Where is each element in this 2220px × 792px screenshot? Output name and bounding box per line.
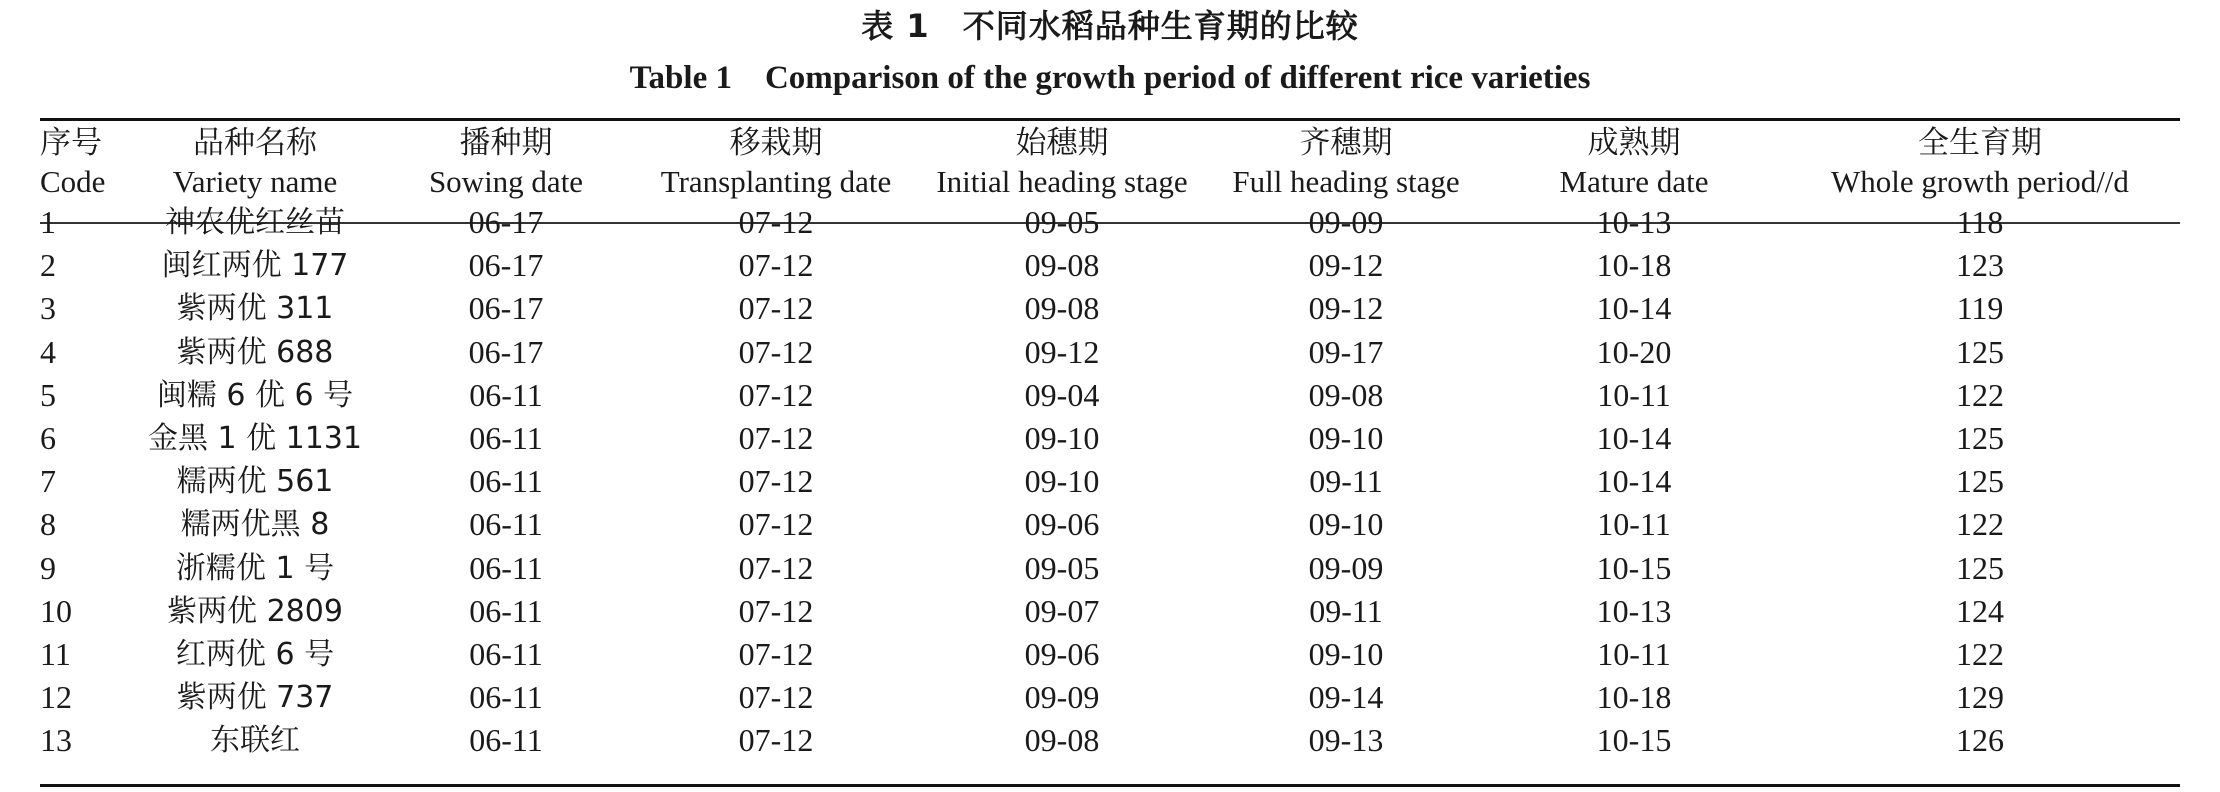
table-cell-col-4: 09-09 — [1024, 679, 1100, 716]
table-cell-col-2: 06-17 — [468, 247, 544, 284]
table-row — [40, 374, 2180, 417]
header-row-english — [40, 163, 2180, 201]
table-cell-col-7: 122 — [1956, 376, 2004, 413]
table-cell-col-5: 09-08 — [1308, 376, 1384, 413]
header-cn-col-6: 成熟期 — [1587, 125, 1681, 161]
table-cell-col-0: 8 — [40, 506, 56, 543]
table-cell-col-3: 07-12 — [738, 420, 814, 457]
table-cell-col-0: 10 — [40, 592, 72, 629]
table-row — [40, 547, 2180, 590]
table-cell-col-5: 09-13 — [1308, 722, 1384, 759]
header-en-col-5: Full heading stage — [1232, 164, 1460, 199]
table-cell-col-2: 06-11 — [469, 722, 543, 759]
table-cell-col-0: 5 — [40, 376, 56, 413]
table-cell-col-1: 东联红 — [210, 723, 300, 759]
table-cell-col-0: 7 — [40, 463, 56, 500]
table-cell-col-7: 118 — [1956, 204, 2004, 240]
table-cell-col-6: 10-13 — [1596, 204, 1672, 240]
table-cell-col-7: 129 — [1956, 679, 2004, 716]
table-cell-col-1: 金黑 1 优 1131 — [147, 421, 363, 457]
table-row — [40, 287, 2180, 330]
table-row — [40, 633, 2180, 676]
table-cell-col-3: 07-12 — [738, 549, 814, 586]
header-en-col-0: Code — [40, 164, 106, 199]
table-cell-col-1: 闽红两优 177 — [161, 248, 349, 284]
table-cell-col-4: 09-08 — [1024, 290, 1100, 327]
top-rule — [40, 118, 2180, 121]
table-cell-col-5: 09-09 — [1308, 549, 1384, 586]
table-cell-col-6: 10-11 — [1597, 506, 1671, 543]
table-cell-col-4: 09-08 — [1024, 722, 1100, 759]
table-cell-col-2: 06-11 — [469, 506, 543, 543]
table-cell-col-4: 09-06 — [1024, 506, 1100, 543]
bottom-rule — [40, 784, 2180, 787]
table-cell-col-6: 10-14 — [1596, 420, 1672, 457]
table-cell-col-5: 09-10 — [1308, 506, 1384, 543]
table-cell-col-2: 06-17 — [468, 204, 544, 240]
header-en-col-7: Whole growth period//d — [1831, 164, 2129, 199]
table-cell-col-4: 09-12 — [1024, 333, 1100, 370]
table-title-chinese: 表 1 不同水稻品种生育期的比较 — [861, 7, 1359, 45]
header-en-col-3: Transplanting date — [660, 164, 892, 199]
table-cell-col-7: 125 — [1956, 420, 2004, 457]
table-cell-col-3: 07-12 — [738, 204, 814, 240]
table-cell-col-2: 06-11 — [469, 463, 543, 500]
table-cell-col-0: 12 — [40, 679, 72, 716]
table-cell-col-5: 09-09 — [1308, 204, 1384, 240]
table-row — [40, 331, 2180, 374]
table-cell-col-1: 紫两优 688 — [176, 334, 334, 370]
header-cn-col-5: 齐穗期 — [1299, 125, 1393, 161]
table-cell-col-0: 6 — [40, 420, 56, 457]
table-cell-col-6: 10-18 — [1596, 247, 1672, 284]
table-cell-col-6: 10-18 — [1596, 679, 1672, 716]
table-cell-col-7: 125 — [1956, 549, 2004, 586]
table-cell-col-0: 4 — [40, 333, 56, 370]
table-cell-col-3: 07-12 — [738, 592, 814, 629]
table-cell-col-2: 06-11 — [469, 376, 543, 413]
table-cell-col-1: 神农优红丝苗 — [165, 205, 345, 240]
table-row — [40, 417, 2180, 460]
table-row — [40, 676, 2180, 719]
header-cn-col-1: 品种名称 — [193, 125, 317, 161]
table-cell-col-6: 10-14 — [1596, 463, 1672, 500]
table-cell-col-4: 09-05 — [1024, 549, 1100, 586]
table-cell-col-2: 06-17 — [468, 333, 544, 370]
table-cell-col-1: 红两优 6 号 — [175, 637, 335, 673]
table-cell-col-3: 07-12 — [738, 636, 814, 673]
table-cell-col-0: 13 — [40, 722, 72, 759]
table-cell-col-3: 07-12 — [738, 290, 814, 327]
table-cell-col-3: 07-12 — [738, 679, 814, 716]
table-cell-col-5: 09-11 — [1309, 463, 1383, 500]
table-cell-col-4: 09-08 — [1024, 247, 1100, 284]
table-cell-col-6: 10-20 — [1596, 333, 1672, 370]
table-cell-col-6: 10-15 — [1596, 549, 1672, 586]
table-cell-col-7: 122 — [1956, 636, 2004, 673]
growth-period-table — [40, 123, 2180, 763]
header-cn-col-4: 始穗期 — [1015, 125, 1109, 161]
table-cell-col-7: 125 — [1956, 463, 2004, 500]
table-cell-col-1: 闽糯 6 优 6 号 — [156, 377, 354, 413]
table-cell-col-4: 09-04 — [1024, 376, 1100, 413]
table-cell-col-6: 10-13 — [1596, 592, 1672, 629]
table-cell-col-6: 10-15 — [1596, 722, 1672, 759]
table-cell-col-4: 09-07 — [1024, 592, 1100, 629]
header-cn-col-7: 全生育期 — [1918, 125, 2042, 161]
table-cell-col-0: 1 — [40, 204, 56, 240]
table-cell-col-2: 06-11 — [469, 549, 543, 586]
table-cell-col-0: 9 — [40, 549, 56, 586]
table-cell-col-2: 06-11 — [469, 592, 543, 629]
table-cell-col-5: 09-10 — [1308, 636, 1384, 673]
header-en-col-1: Variety name — [172, 164, 338, 199]
table-cell-col-1: 紫两优 2809 — [167, 593, 343, 629]
header-en-col-2: Sowing date — [428, 164, 584, 199]
table-cell-col-3: 07-12 — [738, 247, 814, 284]
table-cell-col-0: 3 — [40, 290, 56, 327]
table-cell-col-3: 07-12 — [738, 333, 814, 370]
table-row — [40, 503, 2180, 546]
table-cell-col-5: 09-12 — [1308, 247, 1384, 284]
table-cell-col-7: 122 — [1956, 506, 2004, 543]
table-row — [40, 590, 2180, 633]
table-cell-col-2: 06-17 — [468, 290, 544, 327]
table-cell-col-1: 紫两优 737 — [176, 680, 334, 716]
table-cell-col-4: 09-10 — [1024, 420, 1100, 457]
table-cell-col-5: 09-11 — [1309, 592, 1383, 629]
header-cn-col-3: 移栽期 — [729, 125, 823, 161]
table-cell-col-6: 10-14 — [1596, 290, 1672, 327]
table-cell-col-5: 09-12 — [1308, 290, 1384, 327]
header-en-col-6: Mature date — [1559, 164, 1709, 199]
table-cell-col-4: 09-05 — [1024, 204, 1100, 240]
table-cell-col-3: 07-12 — [738, 506, 814, 543]
table-cell-col-5: 09-10 — [1308, 420, 1384, 457]
table-cell-col-6: 10-11 — [1597, 636, 1671, 673]
table-cell-col-4: 09-10 — [1024, 463, 1100, 500]
table-cell-col-1: 糯两优 561 — [176, 464, 334, 500]
table-cell-col-4: 09-06 — [1024, 636, 1100, 673]
table-row — [40, 460, 2180, 503]
table-cell-col-2: 06-11 — [469, 679, 543, 716]
table-title-english: Table 1 Comparison of the growth period of different rice varieties — [629, 60, 1591, 96]
table-row — [40, 201, 2180, 244]
table-cell-col-1: 紫两优 311 — [176, 291, 334, 327]
table-cell-col-3: 07-12 — [738, 376, 814, 413]
table-row — [40, 244, 2180, 287]
table-row — [40, 719, 2180, 762]
table-cell-col-3: 07-12 — [738, 463, 814, 500]
header-en-col-4: Initial heading stage — [936, 164, 1188, 199]
table-cell-col-7: 125 — [1956, 333, 2004, 370]
header-row-chinese — [40, 123, 2180, 163]
table-cell-col-7: 126 — [1956, 722, 2004, 759]
table-cell-col-0: 2 — [40, 247, 56, 284]
table-cell-col-7: 124 — [1956, 592, 2004, 629]
table-cell-col-0: 11 — [40, 636, 71, 673]
table-cell-col-1: 浙糯优 1 号 — [175, 550, 335, 586]
table-cell-col-2: 06-11 — [469, 420, 543, 457]
table-cell-col-6: 10-11 — [1597, 376, 1671, 413]
table-cell-col-5: 09-14 — [1308, 679, 1384, 716]
table-cell-col-7: 119 — [1956, 290, 2004, 327]
table-cell-col-3: 07-12 — [738, 722, 814, 759]
table-cell-col-5: 09-17 — [1308, 333, 1384, 370]
table-cell-col-1: 糯两优黑 8 — [180, 507, 330, 543]
header-cn-col-2: 播种期 — [459, 125, 553, 161]
table-cell-col-7: 123 — [1956, 247, 2004, 284]
header-cn-col-0: 序号 — [40, 125, 102, 161]
table-body — [40, 201, 2180, 763]
table-cell-col-2: 06-11 — [469, 636, 543, 673]
